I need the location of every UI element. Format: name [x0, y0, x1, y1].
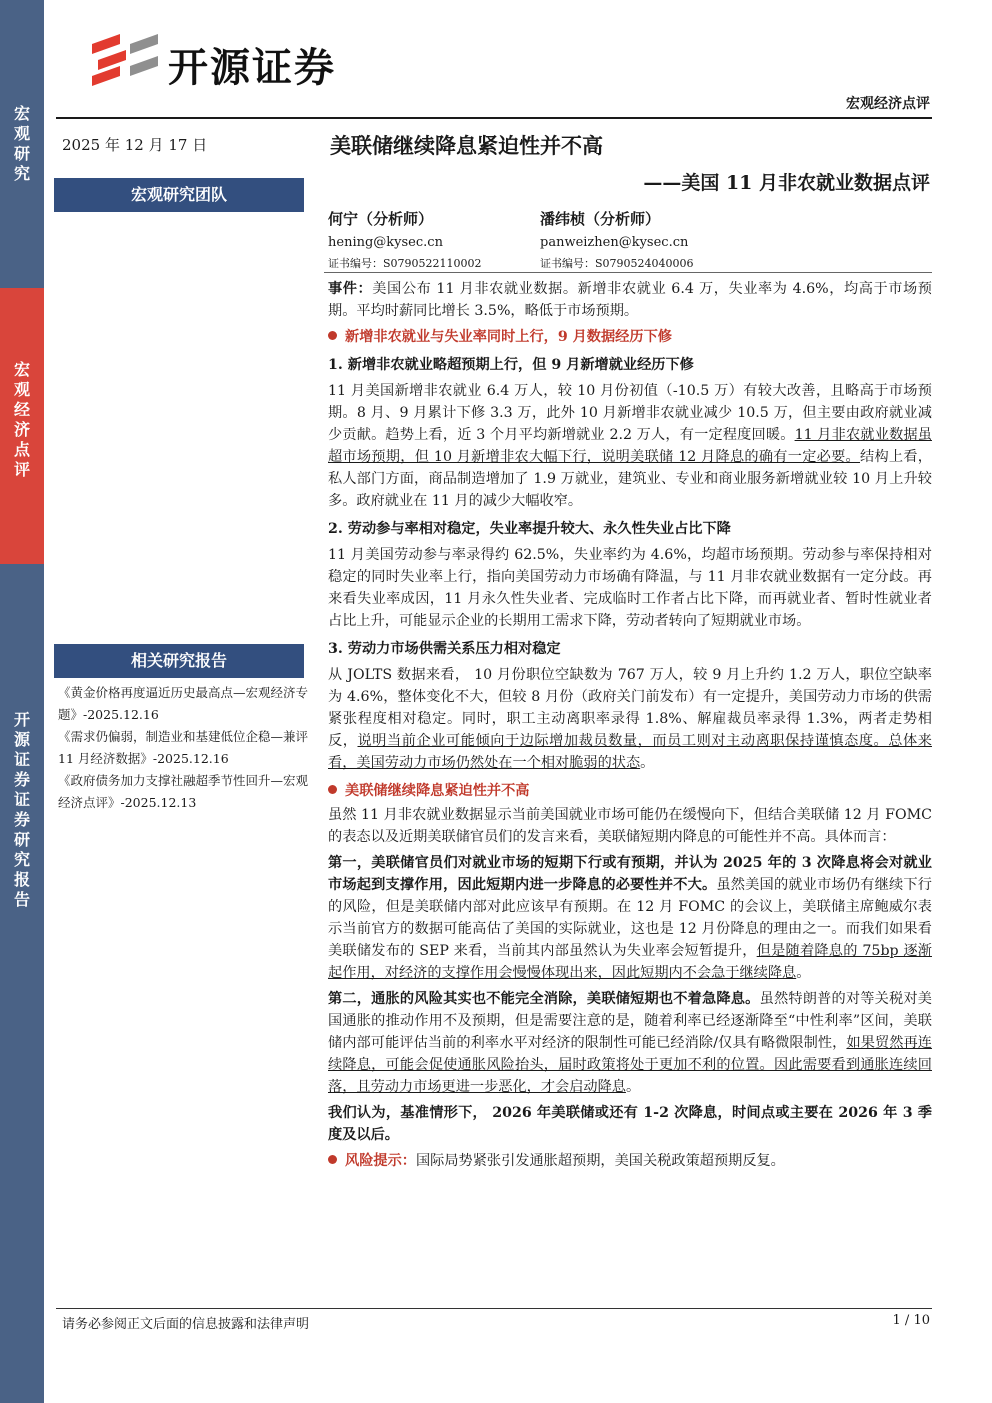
paragraph-5-text: 虽然美国的就业市场仍有继续下行的风险，但是美联储内部对此应该早有预期。在 12 月 FOMC 的会议上，美联储主席鲍威尔表示当前官方的数据可能高估了美国的实际就业，这也是 12 月份降息的理由之一。而我们如果看美联储发布的 SEP 来看，当前其内部虽然认为失业率会短暂提升， — [328, 877, 932, 959]
paragraph-3 — [328, 664, 932, 774]
bullet-icon — [328, 331, 337, 340]
left-sidebar — [0, 0, 44, 1403]
analyst-2 — [540, 208, 694, 271]
paragraph-2: 11 月美国劳动参与率录得约 62.5%，失业率约为 4.6%，均超市场预期。劳动参与率保持相对稳定的同时失业率上行，指向美国劳动力市场确有降温，与 11 月非农就业数据有一定分歧。再来看失业率成因，11 月永久性失业者、完成临时工作者占比下降，而再就业者、暂时性就业者占比上升，可能显示企业的长期用工需求下降，劳动者转向了短期就业市场。 — [328, 547, 932, 629]
analyst-2-email: panweizhen@kysec.cn — [540, 235, 689, 250]
report-date: 2025 年 12 月 17 日 — [62, 136, 208, 154]
related-reports-label: 相关研究报告 — [54, 644, 304, 678]
sidebar-bottom-label: 开源证券 证券研究报告 — [13, 710, 30, 909]
analyst-2-cert: 证书编号：S0790524040006 — [540, 257, 694, 270]
related-reports-list — [58, 682, 310, 814]
related-report-item[interactable]: 《黄金价格再度逼近历史最高点—宏观经济专题》-2025.12.16 — [58, 685, 309, 722]
header-category: 宏观经济点评 — [846, 96, 930, 112]
analyst-rule — [324, 272, 932, 273]
paragraph-4: 虽然 11 月非农就业数据显示当前美国就业市场可能仍在缓慢向下，但结合美联储 12 月 FOMC 的表态以及近期美联储官员们的发言来看，美联储短期内降息的可能性并不高。具体而言： — [328, 807, 932, 845]
section-heading-2-text: 美联储继续降息紧迫性并不高 — [345, 783, 530, 799]
paragraph-5-underline: 但是随着降息的 75bp 逐渐起作用，对经济的支撑作用会慢慢体现出来，因此短期内不会急于继续降息 — [328, 943, 932, 981]
paragraph-5 — [328, 852, 932, 984]
analyst-2-name: 潘纬桢（分析师） — [540, 210, 661, 228]
section-heading-1-text: 新增非农就业与失业率同时上行，9 月数据经历下修 — [345, 329, 672, 345]
risk-label-wrap — [328, 1153, 416, 1169]
risk-label: 风险提示： — [345, 1153, 416, 1169]
paragraph-1-tail: 结构上看，私人部门方面，商品制造增加了 1.9 万就业，建筑业、专业和商业服务新增就业较 10 月上升较多。政府就业在 11 月的减少大幅收窄。 — [328, 449, 932, 509]
sidebar-top-label: 宏观研究 — [13, 104, 30, 183]
related-report-item[interactable]: 《需求仍偏弱，制造业和基建低位企稳—兼评 11 月经济数据》-2025.12.16 — [58, 729, 309, 766]
section-heading-2 — [328, 780, 932, 802]
footer-rule — [56, 1308, 932, 1309]
subheading-3: 3. 劳动力市场供需关系压力相对稳定 — [328, 641, 561, 657]
paragraph-3-underline: 说明当前企业可能倾向于边际增加裁员数量，而员工则对主动离职保持谨慎态度。总体来看，美国劳动力市场仍然处在一个相对脆弱的状态 — [328, 733, 932, 771]
section-heading-1 — [328, 326, 932, 348]
team-label: 宏观研究团队 — [54, 178, 304, 212]
event-text: 美国公布 11 月非农就业数据。新增非农就业 6.4 万，失业率为 4.6%，均高于市场预期。平均时薪同比增长 3.5%，略低于市场预期。 — [328, 281, 932, 319]
bullet-icon — [328, 785, 337, 794]
paragraph-6-end: 。 — [625, 1079, 641, 1095]
footer-disclaimer: 请务必参阅正文后面的信息披露和法律声明 — [62, 1317, 310, 1332]
main-content — [328, 278, 932, 1172]
paragraph-1-text: 11 月美国新增非农就业 6.4 万人，较 10 月份初值（-10.5 万）有较大改善，且略高于市场预期。8 月、9 月累计下修 3.3 万，此外 10 月新增非农就业减少 10.5 万，但主要由政府就业减少贡献。趋势上看，近 3 个月平均新增就业 2.2 万人，有一定程度回暖。 — [328, 383, 932, 443]
bullet-icon — [328, 1155, 337, 1164]
risk-text: 国际局势紧张引发通胀超预期，美国关税政策超预期反复。 — [415, 1153, 785, 1169]
report-title: 美联储继续降息紧迫性并不高 — [330, 133, 603, 158]
sidebar-middle-label: 宏观经济点评 — [13, 360, 30, 479]
paragraph-1 — [328, 380, 932, 512]
analyst-1-email: hening@kysec.cn — [328, 235, 443, 250]
paragraph-6 — [328, 988, 932, 1098]
paragraph-5-bold: 第一，美联储官员们对就业市场的短期下行或有预期，并认为 2025 年的 3 次降息将会对就业市场起到支撑作用，因此短期内进一步降息的必要性并不大。 — [328, 855, 932, 893]
page-number: 1 / 10 — [892, 1313, 930, 1328]
kysec-logo-icon — [90, 30, 162, 90]
related-report-item[interactable]: 《政府债务加力支撑社融超季节性回升—宏观经济点评》-2025.12.13 — [58, 773, 309, 810]
header-rule — [56, 117, 932, 119]
paragraph-1-underline: 11 月非农就业数据虽超市场预期，但 10 月新增非农大幅下行，说明美联储 12 月降息的确有一定必要。 — [328, 427, 932, 465]
paragraph-6-underline: 如果贸然再连续降息，可能会促使通胀风险抬头，届时政策将处于更加不利的位置。因此需要看到通胀连续回落，且劳动力市场更进一步恶化，才会启动降息 — [328, 1035, 932, 1095]
conclusion: 我们认为，基准情形下， 2026 年美联储或还有 1-2 次降息，时间点或主要在 2026 年 3 季度及以后。 — [328, 1105, 932, 1143]
analyst-1-name: 何宁（分析师） — [328, 210, 434, 228]
risk-warning — [328, 1150, 932, 1172]
event-label: 事件： — [328, 281, 373, 297]
paragraph-6-text: 虽然特朗普的对等关税对美国通胀的推动作用不及预期，但是需要注意的是，随着利率已经逐渐降至“中性利率”区间，美联储内部可能评估当前的利率水平对经济的限制性可能已经消除/仅具有略微限制性， — [328, 991, 932, 1051]
subheading-1: 1. 新增非农就业略超预期上行，但 9 月新增就业经历下修 — [328, 357, 694, 373]
paragraph-5-end: 。 — [796, 965, 811, 981]
event-paragraph — [328, 278, 932, 322]
subheading-2: 2. 劳动参与率相对稳定，失业率提升较大、永久性失业占比下降 — [328, 521, 731, 537]
paragraph-3-text: 从 JOLTS 数据来看， 10 月份职位空缺数为 767 万人，较 9 月上升约 1.2 万人，职位空缺率为 4.6%，整体变化不大，但较 8 月份（政府关门前发布）有一定提升，美国劳动力市场的供需紧张程度相对稳定。同时，职工主动离职率录得 1.8%、解雇裁员率录得 1.3%，两者走势相反， — [328, 667, 932, 749]
brand-name: 开源证券 — [168, 45, 336, 91]
paragraph-3-end: 。 — [640, 755, 655, 771]
analyst-1 — [328, 208, 482, 271]
analyst-1-cert: 证书编号：S0790522110002 — [328, 257, 482, 270]
report-subtitle: ——美国 11 月非农就业数据点评 — [643, 172, 930, 194]
paragraph-6-bold: 第二，通胀的风险其实也不能完全消除，美联储短期也不着急降息。 — [328, 991, 760, 1007]
